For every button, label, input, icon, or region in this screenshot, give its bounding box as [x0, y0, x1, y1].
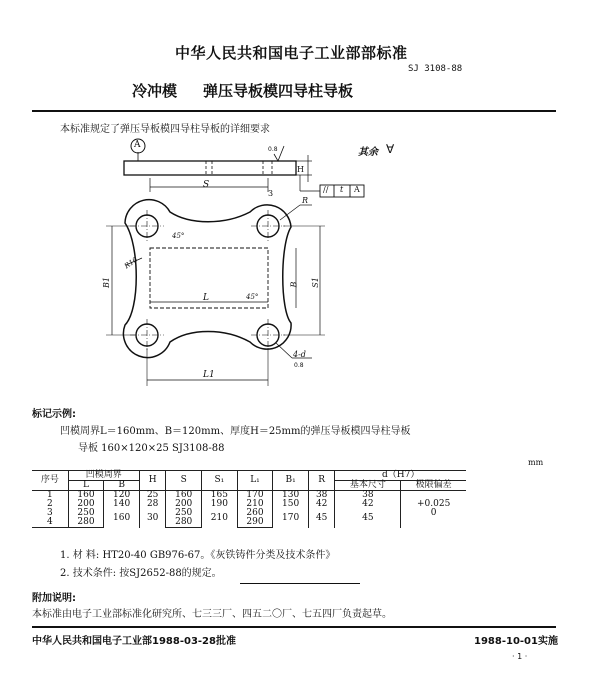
- dim-R10: R10: [122, 255, 140, 271]
- cell-B: 120: [104, 491, 140, 501]
- dim-B: B: [289, 281, 299, 288]
- roughness-other-label: 其余: [358, 147, 378, 158]
- appendix-text: 本标准由电子工业部标准化研究所、七三三厂、四五二〇厂、七五四厂负责起草。: [32, 609, 392, 620]
- cell-B1: 150: [273, 500, 309, 509]
- note-material: 1. 材 料: HT20-40 GB976-67。《灰铁铸件分类及技术条件》: [60, 550, 336, 561]
- roughness-top-label: 0.8: [268, 146, 278, 153]
- cell-L1: 210: [237, 500, 273, 509]
- title-category: 冷冲模: [132, 82, 178, 100]
- cell-S: 160: [166, 491, 202, 501]
- appendix-heading: 附加说明:: [32, 593, 76, 604]
- cell-S1: 210: [202, 509, 238, 528]
- cell-H: 25: [139, 491, 165, 501]
- cell-d: 42: [335, 500, 401, 509]
- header-L: L: [68, 481, 104, 491]
- cell-S1: 190: [202, 500, 238, 509]
- cell-S: 280: [166, 518, 202, 528]
- note-technical: 2. 技术条件: 按SJ2652-88的规定。: [60, 568, 222, 579]
- cell-B: 160: [104, 509, 140, 528]
- header-B: B: [104, 481, 140, 491]
- header-die-perimeter: 凹模周界: [68, 471, 139, 481]
- header-H: H: [139, 471, 165, 491]
- tolerance-symbol: //: [323, 185, 329, 194]
- cell-H: 30: [139, 509, 165, 528]
- deviation-lower: 0: [430, 508, 437, 519]
- cell-H: 28: [139, 500, 165, 509]
- dim-S: S: [203, 180, 210, 190]
- datum-label: A: [134, 140, 141, 150]
- dim-45-upper: 45°: [172, 232, 185, 240]
- cell-d-deviation: [401, 491, 466, 528]
- header-d: d（H7）: [335, 471, 466, 481]
- ministry-standard: 中华人民共和国电子工业部部标准: [175, 44, 408, 62]
- deviation-upper: +0.025: [416, 499, 451, 510]
- header-R: R: [308, 471, 334, 491]
- footer-effective: 1988-10-01实施: [474, 636, 558, 647]
- cell-L1: 170: [237, 491, 273, 501]
- footer-rule: [32, 626, 556, 628]
- cell-seq: 3: [32, 509, 68, 518]
- cell-B1: 130: [273, 491, 309, 501]
- cell-L1: 290: [237, 518, 273, 528]
- dim-B1: B1: [101, 277, 111, 288]
- header-S: S: [166, 471, 202, 491]
- example-heading: 标记示例:: [32, 409, 76, 420]
- title-name: 弹压导板模四导柱导板: [203, 82, 354, 100]
- dim-L1: L1: [203, 370, 215, 380]
- cell-B1: 170: [273, 509, 309, 528]
- cell-S: 200: [166, 500, 202, 509]
- side-view-plate: [124, 161, 296, 175]
- header-d-deviation: 极限偏差: [401, 481, 466, 491]
- example-line-1: 凹模周界L＝160mm、B＝120mm、厚度H＝25mm的弹压导板模四导柱导板: [60, 426, 411, 437]
- dim-4-d: 4-d: [293, 350, 306, 359]
- dim-d-roughness: 0.8: [294, 362, 304, 369]
- cell-seq: 1: [32, 491, 68, 501]
- header-rule: [32, 110, 556, 112]
- cell-L1: 260: [237, 509, 273, 518]
- tolerance-datum: A: [354, 185, 360, 194]
- cell-L: 250: [68, 509, 104, 518]
- dim-H: H: [297, 165, 304, 174]
- cell-L: 200: [68, 500, 104, 509]
- cell-seq: 4: [32, 518, 68, 528]
- technical-drawing: [0, 130, 600, 430]
- header-seq: 序号: [32, 471, 68, 491]
- intro-text: 本标准规定了弹压导板模四导柱导板的详细要求: [60, 124, 270, 135]
- tolerance-value: t: [340, 185, 344, 194]
- standard-code: SJ 3108-88: [408, 64, 463, 74]
- header-B1: B₁: [273, 471, 309, 491]
- dimension-table: [32, 470, 466, 528]
- roughness-other-mark: ∀: [386, 142, 395, 156]
- notes-divider: [240, 583, 360, 584]
- header-d-basic: 基本尺寸: [335, 481, 401, 491]
- example-line-2: 导板 160×120×25 SJ3108-88: [78, 443, 225, 454]
- cell-S1: 165: [202, 491, 238, 501]
- page-number: · 1 ·: [512, 652, 528, 661]
- cell-L: 160: [68, 491, 104, 501]
- cell-d: 38: [335, 491, 401, 501]
- dim-3: 3: [268, 189, 274, 198]
- header-S1: S₁: [202, 471, 238, 491]
- cell-L: 280: [68, 518, 104, 528]
- dim-S1: S1: [310, 277, 320, 288]
- footer-approval: 中华人民共和国电子工业部1988-03-28批准: [32, 636, 236, 647]
- cell-R: 38: [308, 491, 334, 501]
- table-unit: mm: [528, 458, 544, 467]
- header-L1: L₁: [237, 471, 273, 491]
- dim-L: L: [203, 293, 209, 303]
- cell-S: 250: [166, 509, 202, 518]
- cell-B: 140: [104, 500, 140, 509]
- cell-d: 45: [335, 509, 401, 528]
- plate-outline: [123, 200, 291, 358]
- cell-R: 45: [308, 509, 334, 528]
- cell-R: 42: [308, 500, 334, 509]
- cell-seq: 2: [32, 500, 68, 509]
- dim-45-lower: 45°: [246, 293, 259, 301]
- dim-R: R: [302, 196, 309, 205]
